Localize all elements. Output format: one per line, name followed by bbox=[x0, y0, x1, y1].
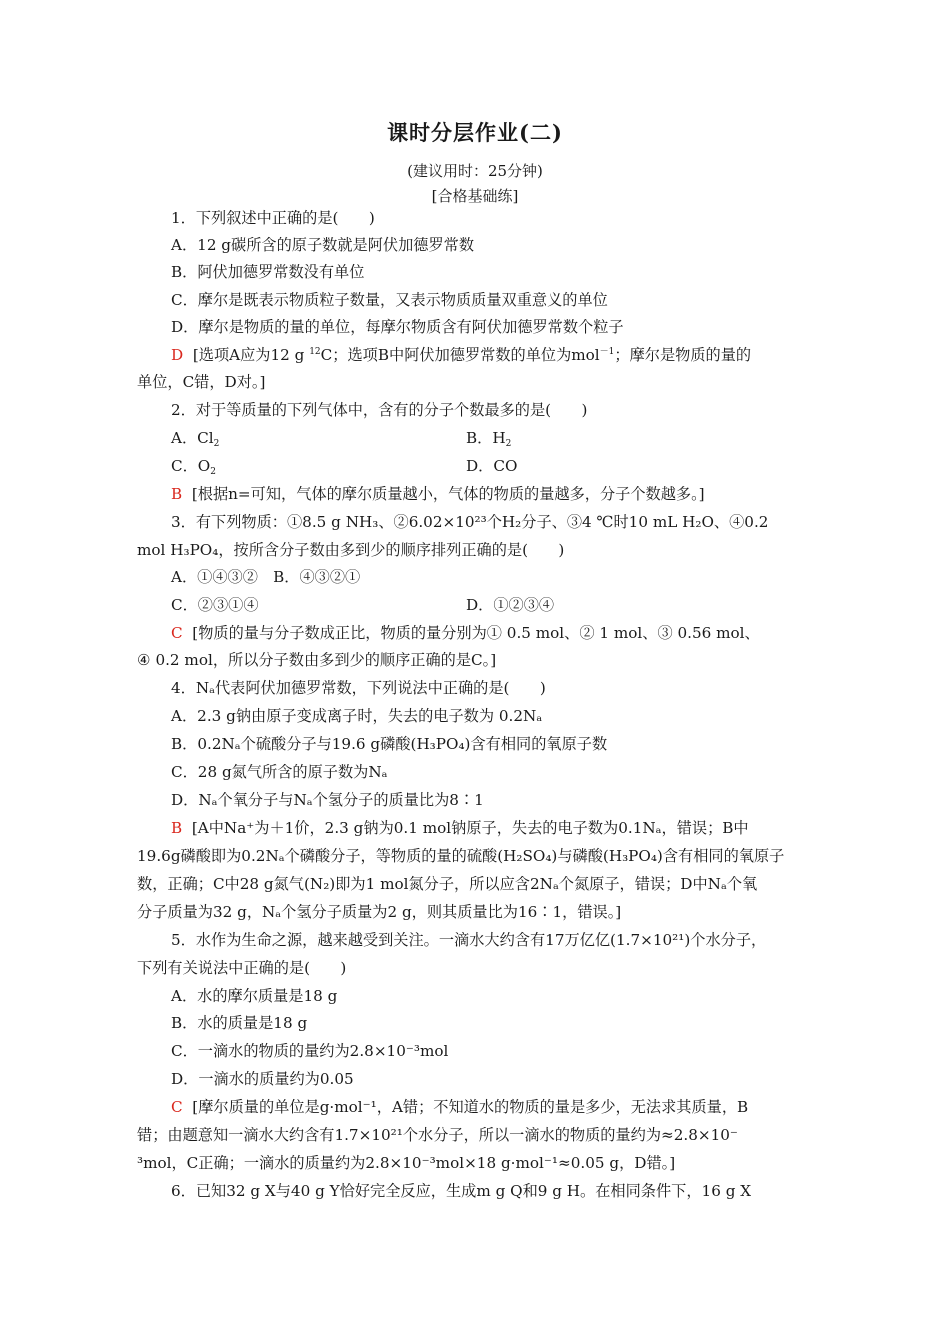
page-title: 课时分层作业(二) bbox=[387, 120, 563, 145]
section-heading: [合格基础练] bbox=[431, 187, 519, 205]
q1-option-b: B．阿伏加德罗常数没有单位 bbox=[171, 263, 365, 281]
q5-option-a: A．水的摩尔质量是18 g bbox=[171, 987, 338, 1005]
q4-option-a: A．2.3 g钠由原子变成离子时，失去的电子数为 0.2Nₐ bbox=[171, 707, 543, 725]
q5-explanation-line3: ³mol，C正确；一滴水的质量约为2.8×10⁻³mol×18 g·mol⁻¹≈0.05 g，D错。] bbox=[137, 1154, 676, 1172]
q5-explanation-line1: C [摩尔质量的单位是g·mol⁻¹，A错；不知道水的物质的量是多少，无法求其质量，B bbox=[171, 1098, 749, 1116]
q5-option-d: D．一滴水的质量约为0.05 bbox=[171, 1070, 354, 1088]
q2-explanation: B [根据n=可知，气体的摩尔质量越小，气体的物质的量越多，分子个数越多。] bbox=[171, 485, 705, 503]
q2-option-c: C．$O_2$ bbox=[171, 457, 216, 477]
q1-option-d: D．摩尔是物质的量的单位，每摩尔物质含有阿伏加德罗常数个粒子 bbox=[171, 318, 624, 336]
q1-explanation-line1: D [选项A应为12 g $^{12}$C；选项B中阿伏加德罗常数的单位为mol$^{-1}$；摩尔是物质的量的 bbox=[171, 346, 752, 364]
q2-stem: 2．对于等质量的下列气体中，含有的分子个数最多的是( ) bbox=[171, 401, 588, 419]
q3-answer: C bbox=[171, 624, 183, 642]
q2-answer: B bbox=[171, 485, 183, 503]
q2-option-b: B．$H_2$ bbox=[466, 429, 512, 449]
suggested-time: (建议用时：25分钟) bbox=[407, 162, 543, 180]
q3-stem-line2: mol H₃PO₄，按所含分子数由多到少的顺序排列正确的是( ) bbox=[137, 541, 565, 559]
q4-stem: 4．Nₐ代表阿伏加德罗常数，下列说法中正确的是( ) bbox=[171, 679, 546, 697]
q5-option-c: C．一滴水的物质的量约为2.8×10⁻³mol bbox=[171, 1042, 449, 1060]
q1-answer: D bbox=[171, 346, 184, 364]
q4-option-c: C．28 g氮气所含的原子数为Nₐ bbox=[171, 763, 388, 781]
q4-explanation-line1: B [A中Na⁺为＋1价，2.3 g钠为0.1 mol钠原子，失去的电子数为0.1Nₐ，错误；B中 bbox=[171, 819, 749, 837]
q4-explanation-line2: 19.6g磷酸即为0.2Nₐ个磷酸分子，等物质的量的硫酸(H₂SO₄)与磷酸(H₃PO₄)含有相同的氧原子 bbox=[137, 847, 785, 865]
q1-stem: 1．下列叙述中正确的是( ) bbox=[171, 209, 375, 227]
q1-option-c: C．摩尔是既表示物质粒子数量，又表示物质质量双重意义的单位 bbox=[171, 291, 608, 309]
q3-stem-line1: 3．有下列物质：①8.5 g NH₃、②6.02×10²³个H₂分子、③4 ℃时10 mL H₂O、④0.2 bbox=[171, 513, 769, 531]
q5-explanation-line2: 错；由题意知一滴水大约含有1.7×10²¹个水分子，所以一滴水的物质的量约为≈2.8×10⁻ bbox=[137, 1126, 738, 1144]
q3-explanation-line1: C [物质的量与分子数成正比，物质的量分别为① 0.5 mol、② 1 mol、③ 0.56 mol、 bbox=[171, 624, 760, 642]
q5-stem-line1: 5．水作为生命之源，越来越受到关注。一滴水大约含有17万亿亿(1.7×10²¹)个水分子， bbox=[171, 931, 767, 949]
q4-explanation-line4: 分子质量为32 g，Nₐ个氢分子质量为2 g，则其质量比为16∶1，错误。] bbox=[137, 903, 622, 921]
q3-option-c: C．②③①④ bbox=[171, 596, 259, 614]
q4-explanation-line3: 数，正确；C中28 g氮气(N₂)即为1 mol氮分子，所以应含2Nₐ个氮原子，错误；D中Nₐ个氧 bbox=[137, 875, 758, 893]
q4-answer: B bbox=[171, 819, 183, 837]
q3-option-d: D．①②③④ bbox=[466, 596, 555, 614]
q5-option-b: B．水的质量是18 g bbox=[171, 1014, 308, 1032]
q1-explanation-line2: 单位，C错，D对。] bbox=[137, 373, 266, 391]
q2-option-d: D．CO bbox=[466, 457, 518, 475]
q3-explanation-line2: ④ 0.2 mol，所以分子数由多到少的顺序正确的是C。] bbox=[137, 651, 497, 669]
q4-option-b: B．0.2Nₐ个硫酸分子与19.6 g磷酸(H₃PO₄)含有相同的氧原子数 bbox=[171, 735, 608, 753]
q2-option-a: A．$Cl_2$ bbox=[171, 429, 220, 449]
q5-stem-line2: 下列有关说法中正确的是( ) bbox=[137, 959, 347, 977]
q4-option-d: D．Nₐ个氧分子与Nₐ个氢分子的质量比为8∶1 bbox=[171, 791, 484, 809]
q3-option-ab: A．①④③② B．④③②① bbox=[171, 568, 361, 586]
q1-option-a: A．12 g碳所含的原子数就是阿伏加德罗常数 bbox=[171, 236, 475, 254]
q5-answer: C bbox=[171, 1098, 183, 1116]
q6-stem-line1: 6．已知32 g X与40 g Y恰好完全反应，生成m g Q和9 g H。在相同条件下，16 g X bbox=[171, 1182, 752, 1200]
